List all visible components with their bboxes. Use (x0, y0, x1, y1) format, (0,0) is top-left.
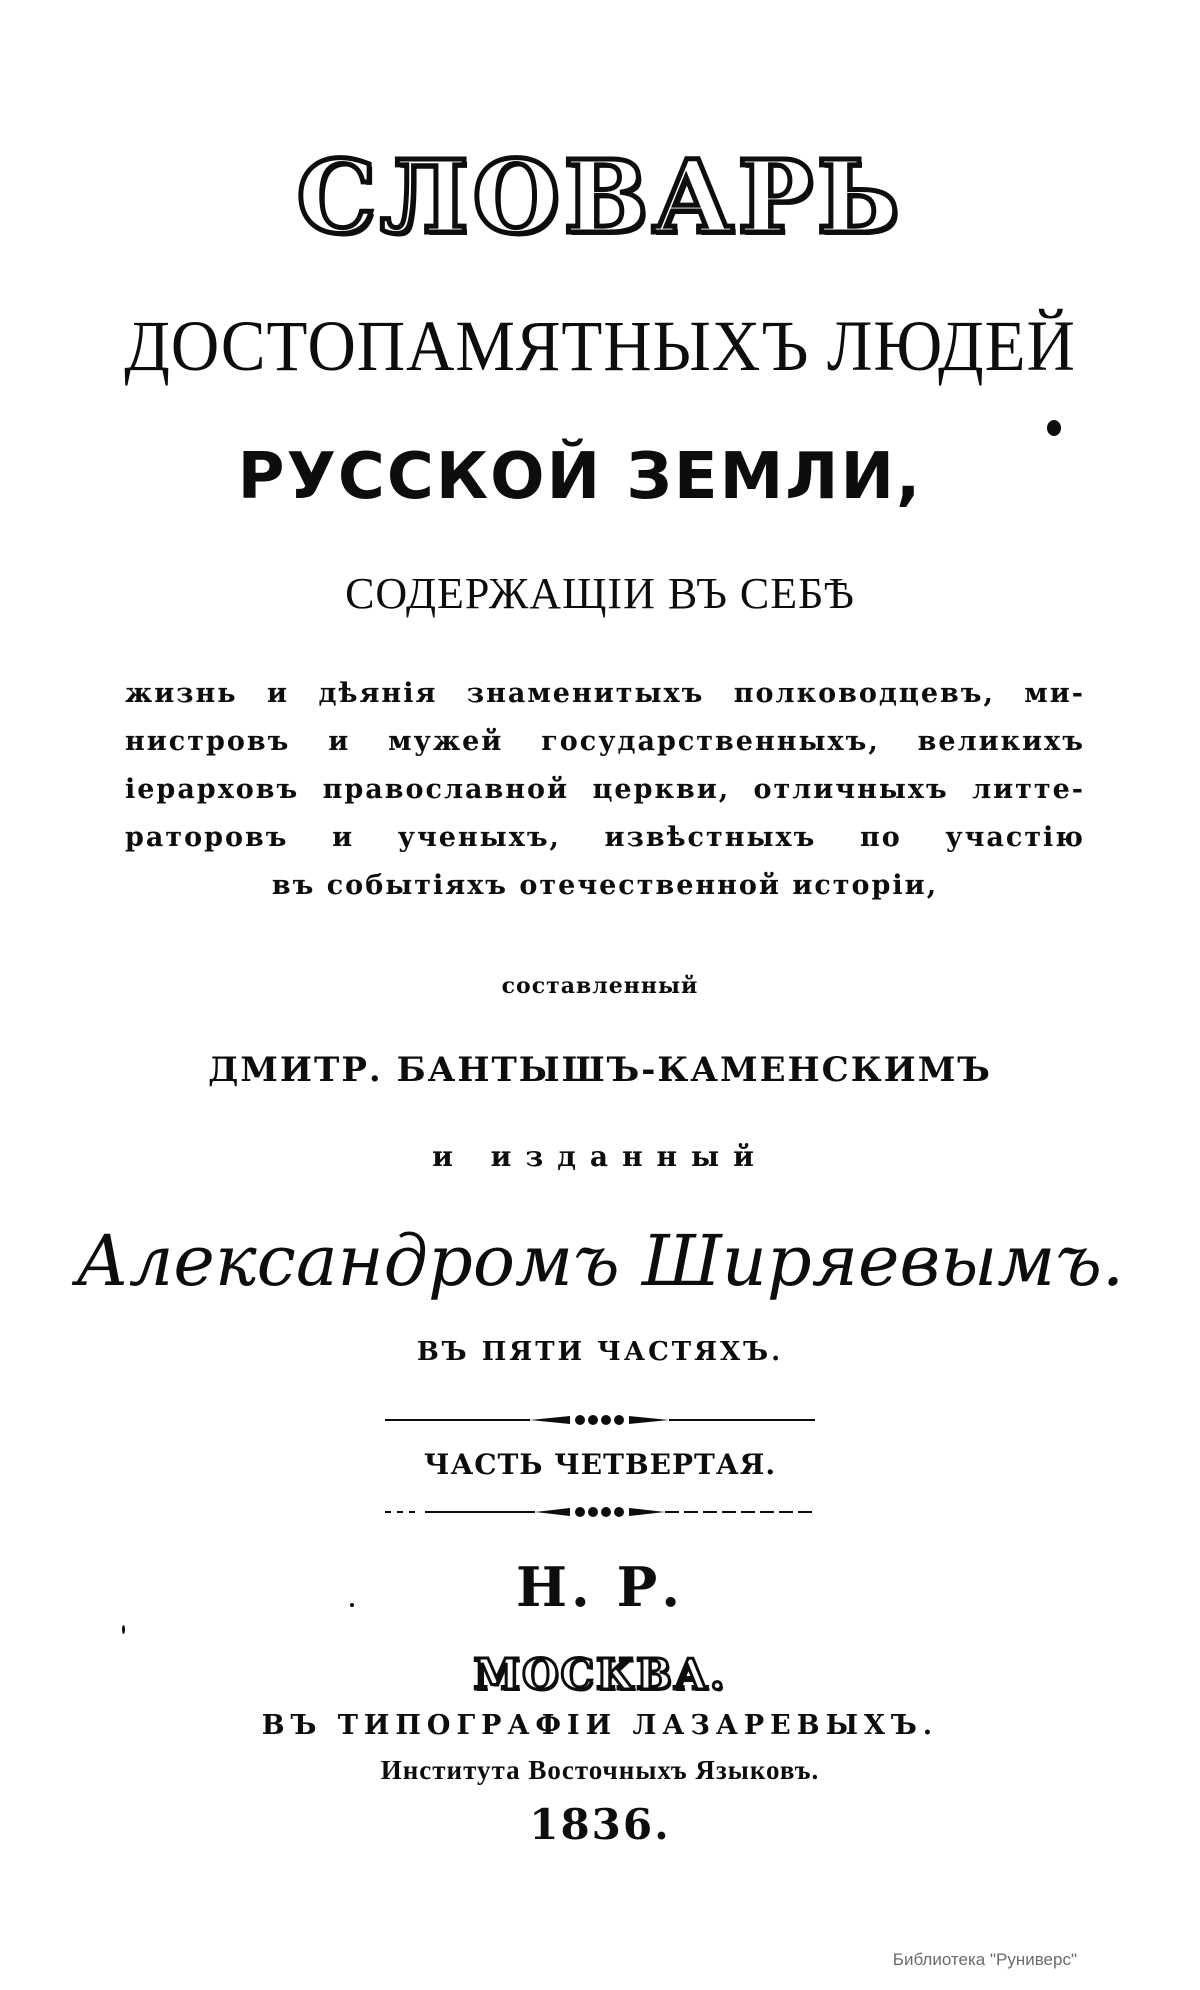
city: МОСКВА. (473, 1650, 727, 1699)
ink-speck (350, 1603, 354, 1607)
description-line-2: нистровъ и мужей государственныхъ, великихъ (125, 726, 1085, 757)
part-number: ЧАСТЬ ЧЕТВЕРТАЯ. (423, 1448, 777, 1481)
publisher-name: Александромъ Ширяевымъ. (75, 1220, 1125, 1302)
author-name: ДМИТР. БАНТЫШЪ-КАМЕНСКИМЪ (208, 1050, 992, 1090)
ornamental-rule-bottom (385, 1500, 815, 1524)
compiled-label: составленный (501, 973, 699, 999)
institute: Института Восточныхъ Языковъ. (380, 1755, 820, 1785)
subtitle-line-2: РУССКОЙ ЗЕМЛИ, (237, 440, 923, 514)
description-line-5: въ событіяхъ отечественной исторіи, (271, 870, 939, 901)
description-line-1: жизнь и дѣянія знаменитыхъ полководцевъ, ми- (125, 678, 1085, 709)
publication-year: 1836. (529, 1800, 671, 1849)
subtitle-line-1: ДОСТОПАМЯТНЫХЪ ЛЮДЕЙ (124, 306, 1076, 386)
published-label: и изданный (432, 1140, 768, 1173)
ornamental-rule-top (385, 1408, 815, 1432)
printing-house: ВЪ ТИПОГРАФІИ ЛАЗАРЕВЫХЪ. (261, 1710, 939, 1741)
ink-speck (1047, 420, 1061, 436)
book-title: СЛОВАРЬ (296, 138, 904, 256)
ink-speck (122, 1625, 125, 1634)
volumes-note: ВЪ ПЯТИ ЧАСТЯХЪ. (416, 1337, 784, 1367)
contains-line: СОДЕРЖАЩІИ ВЪ СЕБѢ (345, 569, 855, 618)
description-line-4: раторовъ и ученыхъ, извѣстныхъ по участію (125, 822, 1085, 853)
letter-range: Н. Р. (515, 1555, 685, 1619)
library-watermark: Библиотека "Руниверс" (892, 1950, 1077, 1969)
description-line-3: іерарховъ православной церкви, отличныхъ литте- (125, 774, 1085, 805)
